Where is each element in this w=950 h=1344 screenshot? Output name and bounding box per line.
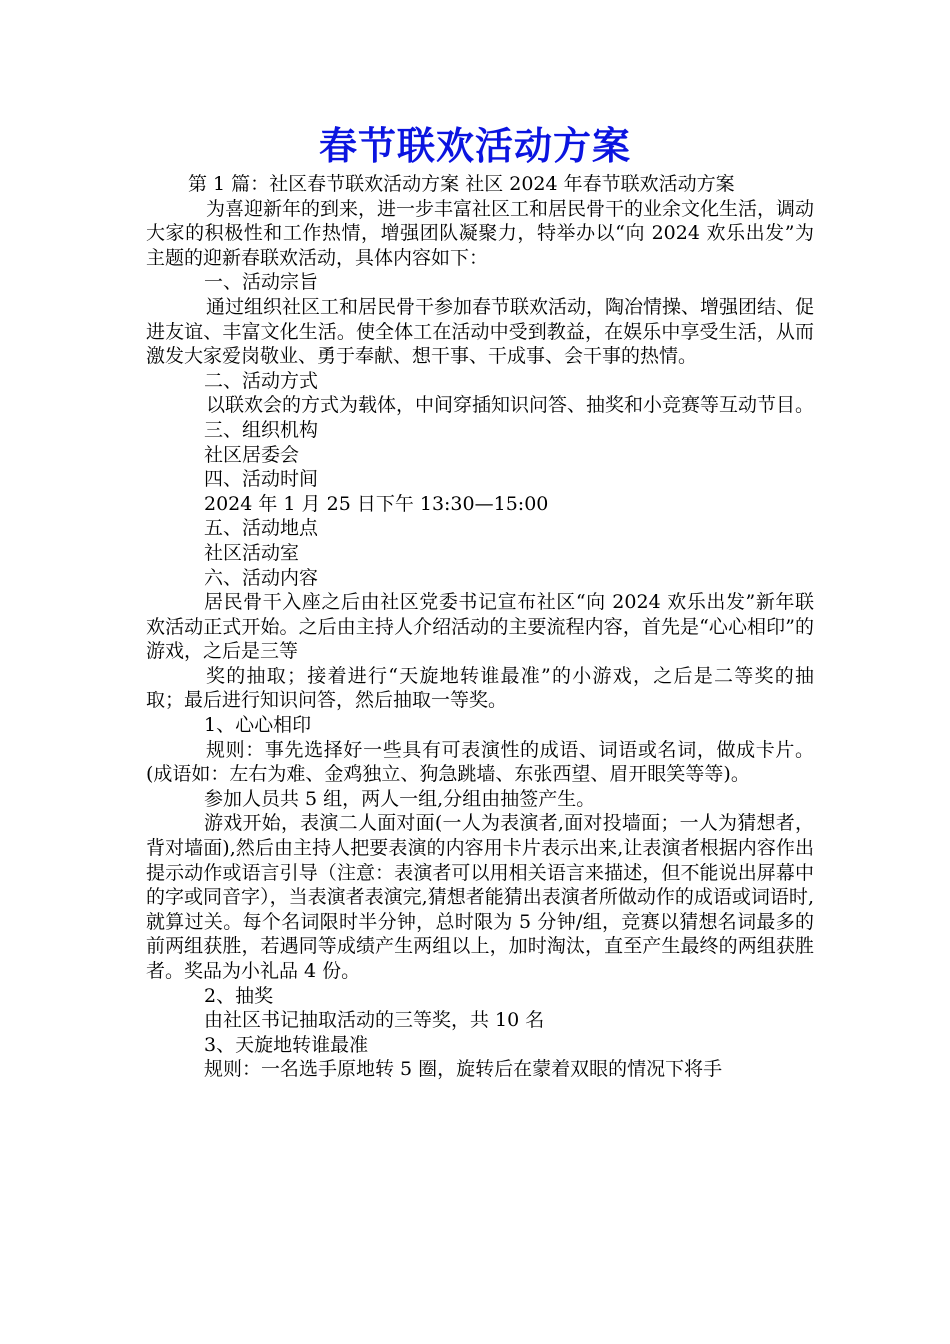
paragraph-time: 2024 年 1 月 25 日下午 13:30—15:00 — [204, 492, 549, 515]
document-title: 春节联欢活动方案 — [318, 123, 631, 168]
document-body — [146, 172, 814, 1082]
paragraph-game-3-rules: 规则：一名选手原地转 5 圈，旋转后在蒙着双眼的情况下将手 — [204, 1058, 723, 1081]
paragraph-intro: 为喜迎新年的到来，进一步丰富社区工和居民骨干的业余文化生活，调动大家的积极性和工作热情，增强团队凝聚力，特举办以“向 2024 欢乐出发”为主题的迎新春联欢活动，具体内容如下： — [146, 197, 815, 269]
paragraph-game-1-process: 游戏开始，表演二人面对面(一人为表演者,面对投墙面；一人为猜想者，背对墙面),然后由主持人把要表演的内容用卡片表示出来,让表演者根据内容作出提示动作或语言引导（注意：表演者可以用相关语言来描述，但不能说出屏幕中的字或同音字），当表演者表演完,猜想者能猜出表演者所做动作的成语或词语时,就算过关。每个名词限时半分钟，总时限为 5 分钟/组，竞赛以猜想名词最多的前两组获胜，若遇同等成绩产生两组以上，加时淘汰，直至产生最终的两组获胜者。奖品为小礼品 4 份。 — [146, 812, 814, 982]
subheading-game-1: 1、心心相印 — [204, 714, 312, 737]
subheading-game-3: 3、天旋地转谁最准 — [204, 1033, 369, 1056]
paragraph-location: 社区活动室 — [204, 541, 300, 564]
section-heading-time: 四、活动时间 — [204, 468, 319, 491]
paragraph-intro-heading: 第 1 篇：社区春节联欢活动方案 社区 2024 年春节联欢活动方案 — [188, 173, 735, 195]
paragraph-method: 以联欢会的方式为载体，中间穿插知识问答、抽奖和小竞赛等互动节目。 — [206, 394, 815, 417]
paragraph-lottery: 由社区书记抽取活动的三等奖，共 10 名 — [204, 1009, 545, 1032]
paragraph-game-1-rules: 规则：事先选择好一些具有可表演性的成语、词语或名词，做成卡片。(成语如：左右为难、金鸡独立、狗急跳墙、东张西望、眉开眼笑等等)。 — [146, 738, 814, 786]
paragraph-purpose: 通过组织社区工和居民骨干参加春节联欢活动，陶冶情操、增强团结、促进友谊、丰富文化生活。使全体工在活动中受到教益，在娱乐中享受生活，从而激发大家爱岗敬业、勇于奉献、想干事、干成事、会干事的热情。 — [146, 295, 815, 368]
section-heading-method: 二、活动方式 — [204, 369, 319, 392]
section-heading-organizer: 三、组织机构 — [204, 418, 319, 441]
paragraph-content-2: 奖的抽取；接着进行“天旋地转谁最准”的小游戏，之后是二等奖的抽取；最后进行知识问答，然后抽取一等奖。 — [146, 664, 814, 712]
paragraph-organizer: 社区居委会 — [204, 443, 300, 466]
paragraph-game-1-participants: 参加人员共 5 组，两人一组,分组由抽签产生。 — [204, 787, 596, 810]
paragraph-content-1: 居民骨干入座之后由社区党委书记宣布社区“向 2024 欢乐出发”新年联欢活动正式开始。之后由主持人介绍活动的主要流程内容，首先是“心心相印”的游戏，之后是三等 — [146, 591, 814, 663]
section-heading-location: 五、活动地点 — [204, 517, 319, 540]
section-heading-purpose: 一、活动宗旨 — [204, 271, 319, 294]
section-heading-content: 六、活动内容 — [204, 566, 319, 589]
subheading-lottery: 2、抽奖 — [204, 984, 274, 1007]
